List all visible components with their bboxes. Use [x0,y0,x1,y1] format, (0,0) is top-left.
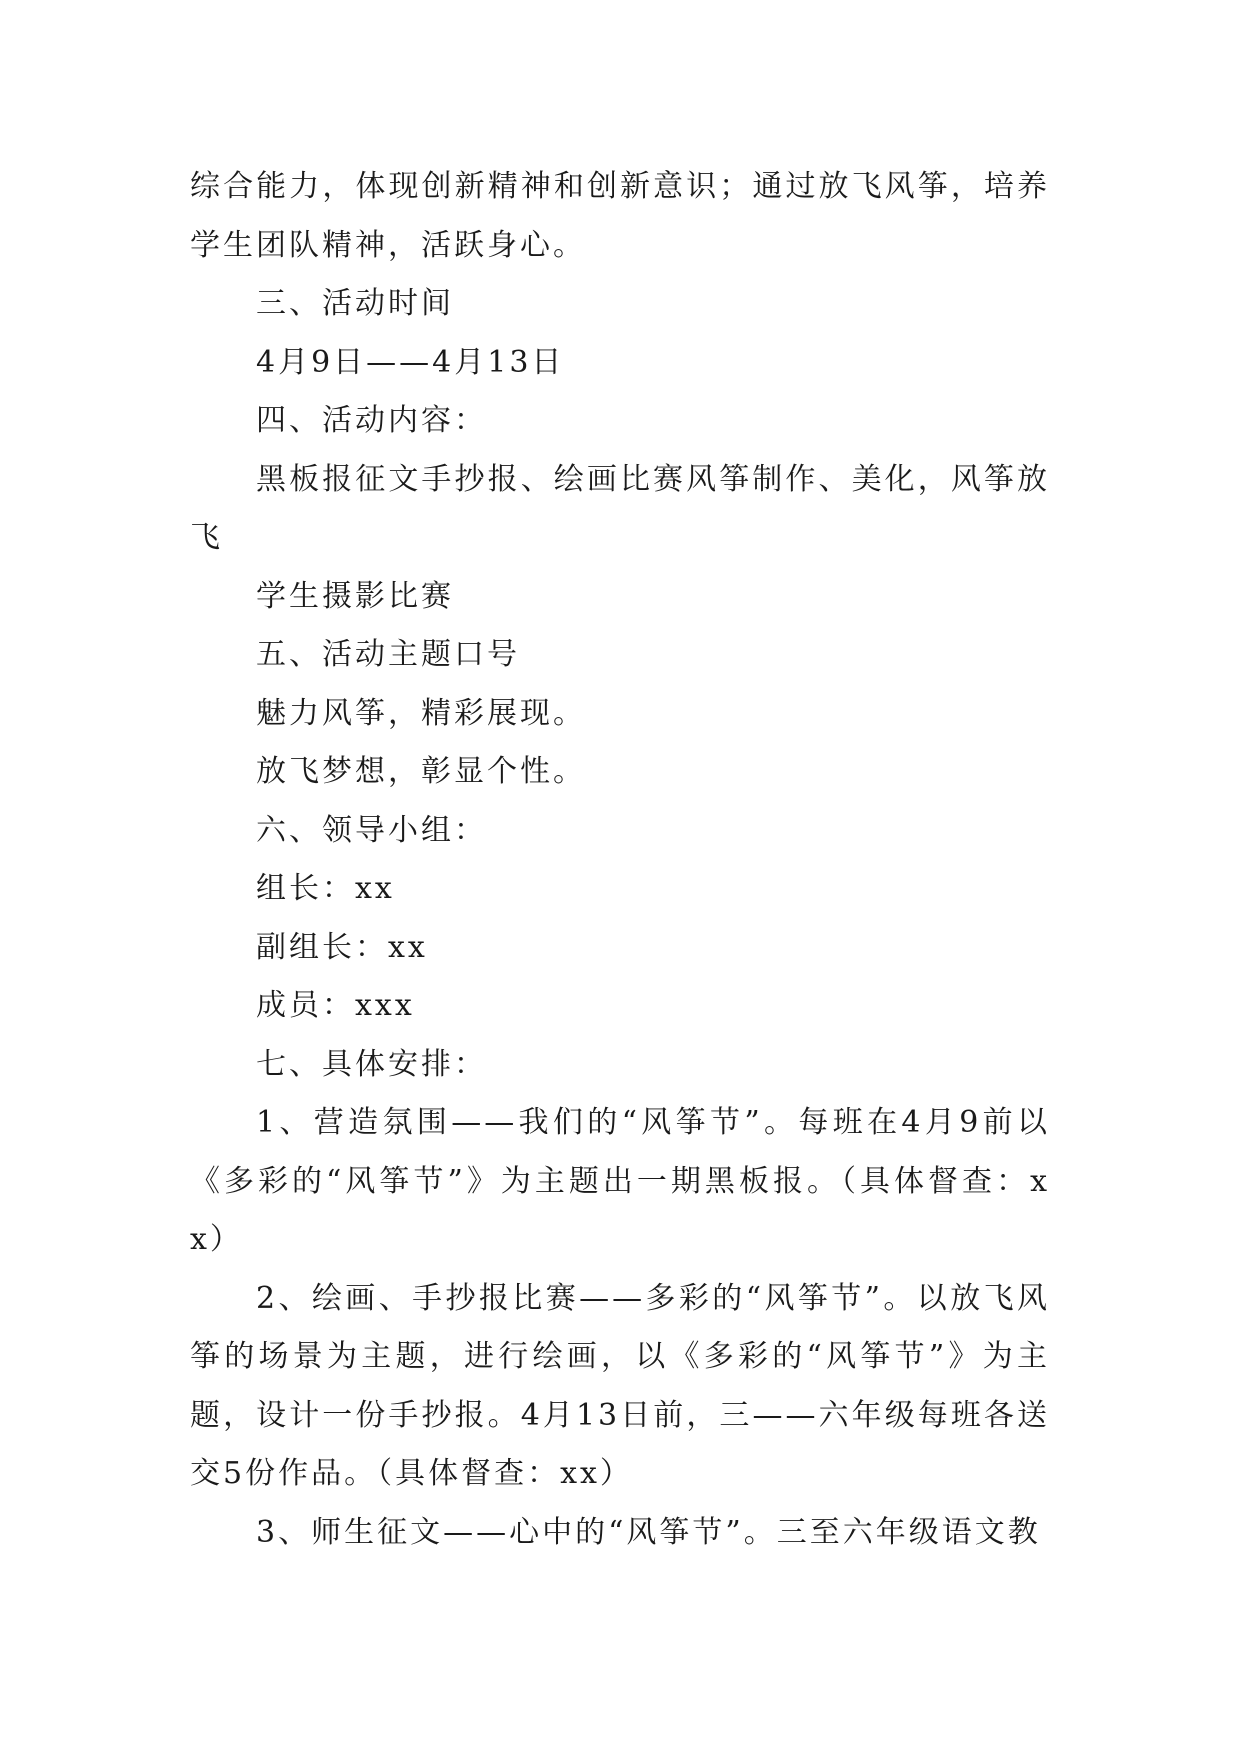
activity-dates: 4月9日——4月13日 [256,344,565,380]
arrangement-item-1: 1、营造氛围——我们的“风筝节”。每班在4月9前以《多彩的“风筝节”》为主题出一期黑板报。（具体督查：xx） [190,1105,1050,1257]
arrangement-item-3: 3、师生征文——心中的“风筝节”。三至六年级语文教 [256,1514,1041,1550]
section-heading-activity-time: 三、活动时间 [256,286,454,321]
section-heading-slogan: 五、活动主题口号 [256,637,520,672]
section-heading-activity-content: 四、活动内容： [256,403,487,438]
leader-line: 组长：xx [256,871,395,906]
deputy-leader-line: 副组长：xx [256,929,428,965]
activity-photo-contest: 学生摄影比赛 [256,578,454,614]
slogan-line-1: 魅力风筝，精彩展现。 [256,695,586,731]
arrangement-item-2: 2、绘画、手抄报比赛——多彩的“风筝节”。以放飞风筝的场景为主题，进行绘画，以《多彩的“风筝节”》为主题，设计一份手抄报。4月13日前，三——六年级每班各送交5份作品。（具体督查：xx） [190,1280,1050,1491]
paragraph-intro-continuation: 综合能力，体现创新精神和创新意识；通过放飞风筝，培养学生团队精神，活跃身心。 [190,169,1050,263]
section-heading-leadership: 六、领导小组： [256,812,487,848]
activity-content-list: 黑板报征文手抄报、绘画比赛风筝制作、美化，风筝放飞 [190,461,1050,555]
section-heading-arrangements: 七、具体安排： [256,1046,487,1082]
slogan-line-2: 放飞梦想，彰显个性。 [256,754,586,789]
members-line: 成员：xxx [256,988,415,1023]
document-body [190,158,1050,1562]
